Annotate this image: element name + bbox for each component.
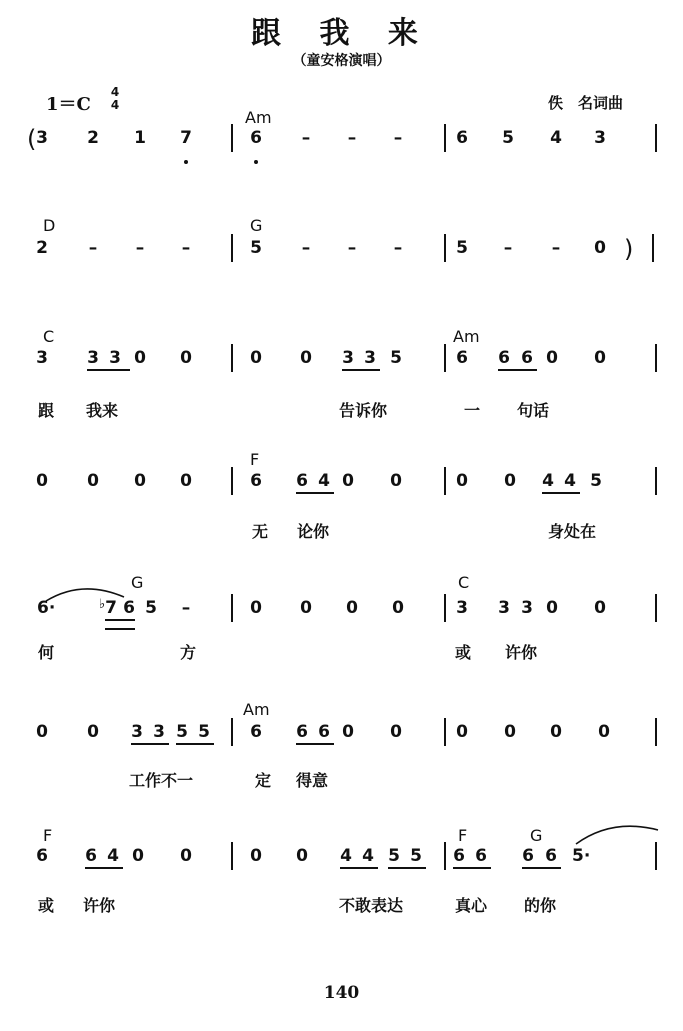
barline	[655, 344, 657, 372]
flat-sign: ♭	[99, 597, 106, 612]
note: 3	[87, 348, 99, 368]
note: 0	[250, 348, 262, 368]
lyric: 何	[38, 643, 55, 662]
note: 4	[362, 846, 374, 866]
lyric: 或	[38, 896, 55, 915]
note: 0	[87, 471, 99, 491]
underline	[542, 492, 580, 494]
barline	[655, 124, 657, 152]
lyric: 句话	[517, 401, 550, 420]
note: 4	[564, 471, 576, 491]
note: 0	[300, 348, 312, 368]
note: –	[393, 128, 403, 148]
note: 3	[153, 722, 165, 742]
barline	[444, 124, 446, 152]
lyric: 论你	[297, 522, 330, 541]
chord-symbol: G	[530, 826, 543, 845]
lyric: 无	[252, 522, 269, 541]
note: –	[301, 238, 311, 258]
note: 3	[456, 598, 468, 618]
lyric: 我来	[86, 401, 119, 420]
note: 5	[388, 846, 400, 866]
chord-symbol: C	[458, 573, 470, 592]
barline	[231, 234, 233, 262]
lower-octave-dot	[184, 160, 188, 164]
note: –	[503, 238, 513, 258]
note: 0	[390, 471, 402, 491]
note: 0	[594, 598, 606, 618]
underline	[296, 492, 334, 494]
note: 0	[132, 846, 144, 866]
note: 0	[180, 846, 192, 866]
note: 6	[456, 128, 468, 148]
lyric: 方	[180, 643, 197, 662]
note: 6	[318, 722, 330, 742]
lyric: 跟	[38, 401, 55, 420]
note: 0	[504, 471, 516, 491]
barline	[444, 467, 446, 495]
barline	[231, 124, 233, 152]
note: 0	[456, 471, 468, 491]
barline	[231, 344, 233, 372]
note: –	[551, 238, 561, 258]
barline	[444, 718, 446, 746]
underline	[453, 867, 491, 869]
underline	[498, 369, 537, 371]
note: 3	[364, 348, 376, 368]
composer-credit: 佚 名词曲	[548, 94, 624, 112]
note: 0	[300, 598, 312, 618]
barline	[444, 344, 446, 372]
underline	[342, 369, 380, 371]
note: 3	[36, 348, 48, 368]
chord-symbol: Am	[245, 108, 272, 127]
note: 0	[342, 722, 354, 742]
lyric: 告诉你	[339, 401, 388, 420]
note: 6	[85, 846, 97, 866]
note: 6·	[37, 598, 56, 618]
note: –	[301, 128, 311, 148]
tie-arc	[42, 583, 132, 603]
note: 6	[296, 722, 308, 742]
note: 0	[134, 471, 146, 491]
barline	[231, 594, 233, 622]
underline	[176, 743, 214, 745]
note: 7	[180, 128, 192, 148]
note: 3	[521, 598, 533, 618]
lyric: 或	[455, 643, 472, 662]
lyric: 工作不一	[129, 771, 194, 790]
note: 5	[390, 348, 402, 368]
underline	[131, 743, 169, 745]
note: 6	[296, 471, 308, 491]
repeat-paren-open: (	[27, 125, 37, 153]
note: 6	[522, 846, 534, 866]
lyric: 得意	[296, 771, 329, 790]
note: 0	[180, 348, 192, 368]
note: 3	[131, 722, 143, 742]
underline	[87, 369, 130, 371]
note: 0	[36, 722, 48, 742]
barline	[652, 234, 654, 262]
barline	[231, 718, 233, 746]
chord-symbol: G	[131, 573, 144, 592]
page-number: 140	[323, 983, 360, 1003]
key-signature: 1＝C	[46, 94, 91, 115]
underline	[340, 867, 378, 869]
note: 5	[145, 598, 157, 618]
chord-symbol: D	[43, 216, 56, 235]
note: 0	[392, 598, 404, 618]
note: 0	[594, 348, 606, 368]
note: 2	[36, 238, 48, 258]
barline	[444, 594, 446, 622]
chord-symbol: Am	[453, 327, 480, 346]
note: 5	[250, 238, 262, 258]
note: 1	[134, 128, 146, 148]
note: 5	[198, 722, 210, 742]
note: 0	[250, 598, 262, 618]
barline	[444, 842, 446, 870]
note: –	[181, 598, 191, 618]
chord-symbol: G	[250, 216, 263, 235]
song-title: 跟 我 来	[251, 16, 432, 51]
note: 4	[550, 128, 562, 148]
note: 0	[36, 471, 48, 491]
underline	[522, 867, 561, 869]
note: –	[88, 238, 98, 258]
lyric: 不敢表达	[339, 896, 404, 915]
note: 5	[456, 238, 468, 258]
underline	[388, 867, 426, 869]
barline	[231, 467, 233, 495]
chord-symbol: F	[458, 826, 468, 845]
barline	[655, 467, 657, 495]
note: 0	[550, 722, 562, 742]
note: 6	[453, 846, 465, 866]
note: 0	[456, 722, 468, 742]
note: 0	[134, 348, 146, 368]
chord-symbol: F	[43, 826, 53, 845]
note: 3	[36, 128, 48, 148]
chord-symbol: F	[250, 450, 260, 469]
note: 0	[296, 846, 308, 866]
note: 6	[250, 128, 262, 148]
underline	[105, 619, 135, 621]
note: 3	[109, 348, 121, 368]
note: 0	[546, 598, 558, 618]
note: 2	[87, 128, 99, 148]
chord-symbol: Am	[243, 700, 270, 719]
chord-symbol: C	[43, 327, 55, 346]
repeat-paren-close: )	[624, 235, 634, 263]
time-signature-top: 4	[110, 85, 120, 99]
underline	[85, 867, 123, 869]
note: 6	[456, 348, 468, 368]
note: 0	[598, 722, 610, 742]
note: –	[347, 238, 357, 258]
barline	[655, 718, 657, 746]
note: 4	[340, 846, 352, 866]
note: 0	[390, 722, 402, 742]
time-signature-bottom: 4	[110, 98, 120, 112]
note: 3	[594, 128, 606, 148]
note: 0	[342, 471, 354, 491]
note: 0	[594, 238, 606, 258]
note: 6	[498, 348, 510, 368]
note: 6	[475, 846, 487, 866]
note: 0	[250, 846, 262, 866]
note: 5	[176, 722, 188, 742]
note: –	[393, 238, 403, 258]
note: –	[347, 128, 357, 148]
lyric: 许你	[83, 896, 116, 915]
time-signature	[110, 86, 120, 112]
note: 4	[107, 846, 119, 866]
note: 5	[502, 128, 514, 148]
barline	[231, 842, 233, 870]
note: 6	[123, 598, 135, 618]
note: 6	[545, 846, 557, 866]
note: 0	[180, 471, 192, 491]
barline	[444, 234, 446, 262]
barline	[655, 842, 657, 870]
barline	[655, 594, 657, 622]
note: 0	[546, 348, 558, 368]
note: 6	[36, 846, 48, 866]
note: 5·	[572, 846, 591, 866]
lyric: 的你	[524, 896, 557, 915]
lyric: 定	[255, 771, 272, 790]
lower-octave-dot	[254, 160, 258, 164]
note: 7	[105, 598, 117, 618]
note: 0	[346, 598, 358, 618]
note: 0	[87, 722, 99, 742]
lyric: 身处在	[548, 522, 597, 541]
note: –	[135, 238, 145, 258]
note: –	[181, 238, 191, 258]
note: 3	[498, 598, 510, 618]
lyric: 许你	[505, 643, 538, 662]
note: 0	[504, 722, 516, 742]
note: 6	[250, 722, 262, 742]
note: 4	[542, 471, 554, 491]
note: 6	[521, 348, 533, 368]
subtitle: （童安格演唱）	[292, 53, 391, 69]
note: 6	[250, 471, 262, 491]
note: 3	[342, 348, 354, 368]
underline	[296, 743, 334, 745]
underline	[105, 628, 135, 630]
lyric: 一	[464, 401, 481, 420]
note: 5	[410, 846, 422, 866]
tie-arc	[572, 820, 662, 846]
note: 4	[318, 471, 330, 491]
note: 5	[590, 471, 602, 491]
lyric: 真心	[455, 896, 488, 915]
